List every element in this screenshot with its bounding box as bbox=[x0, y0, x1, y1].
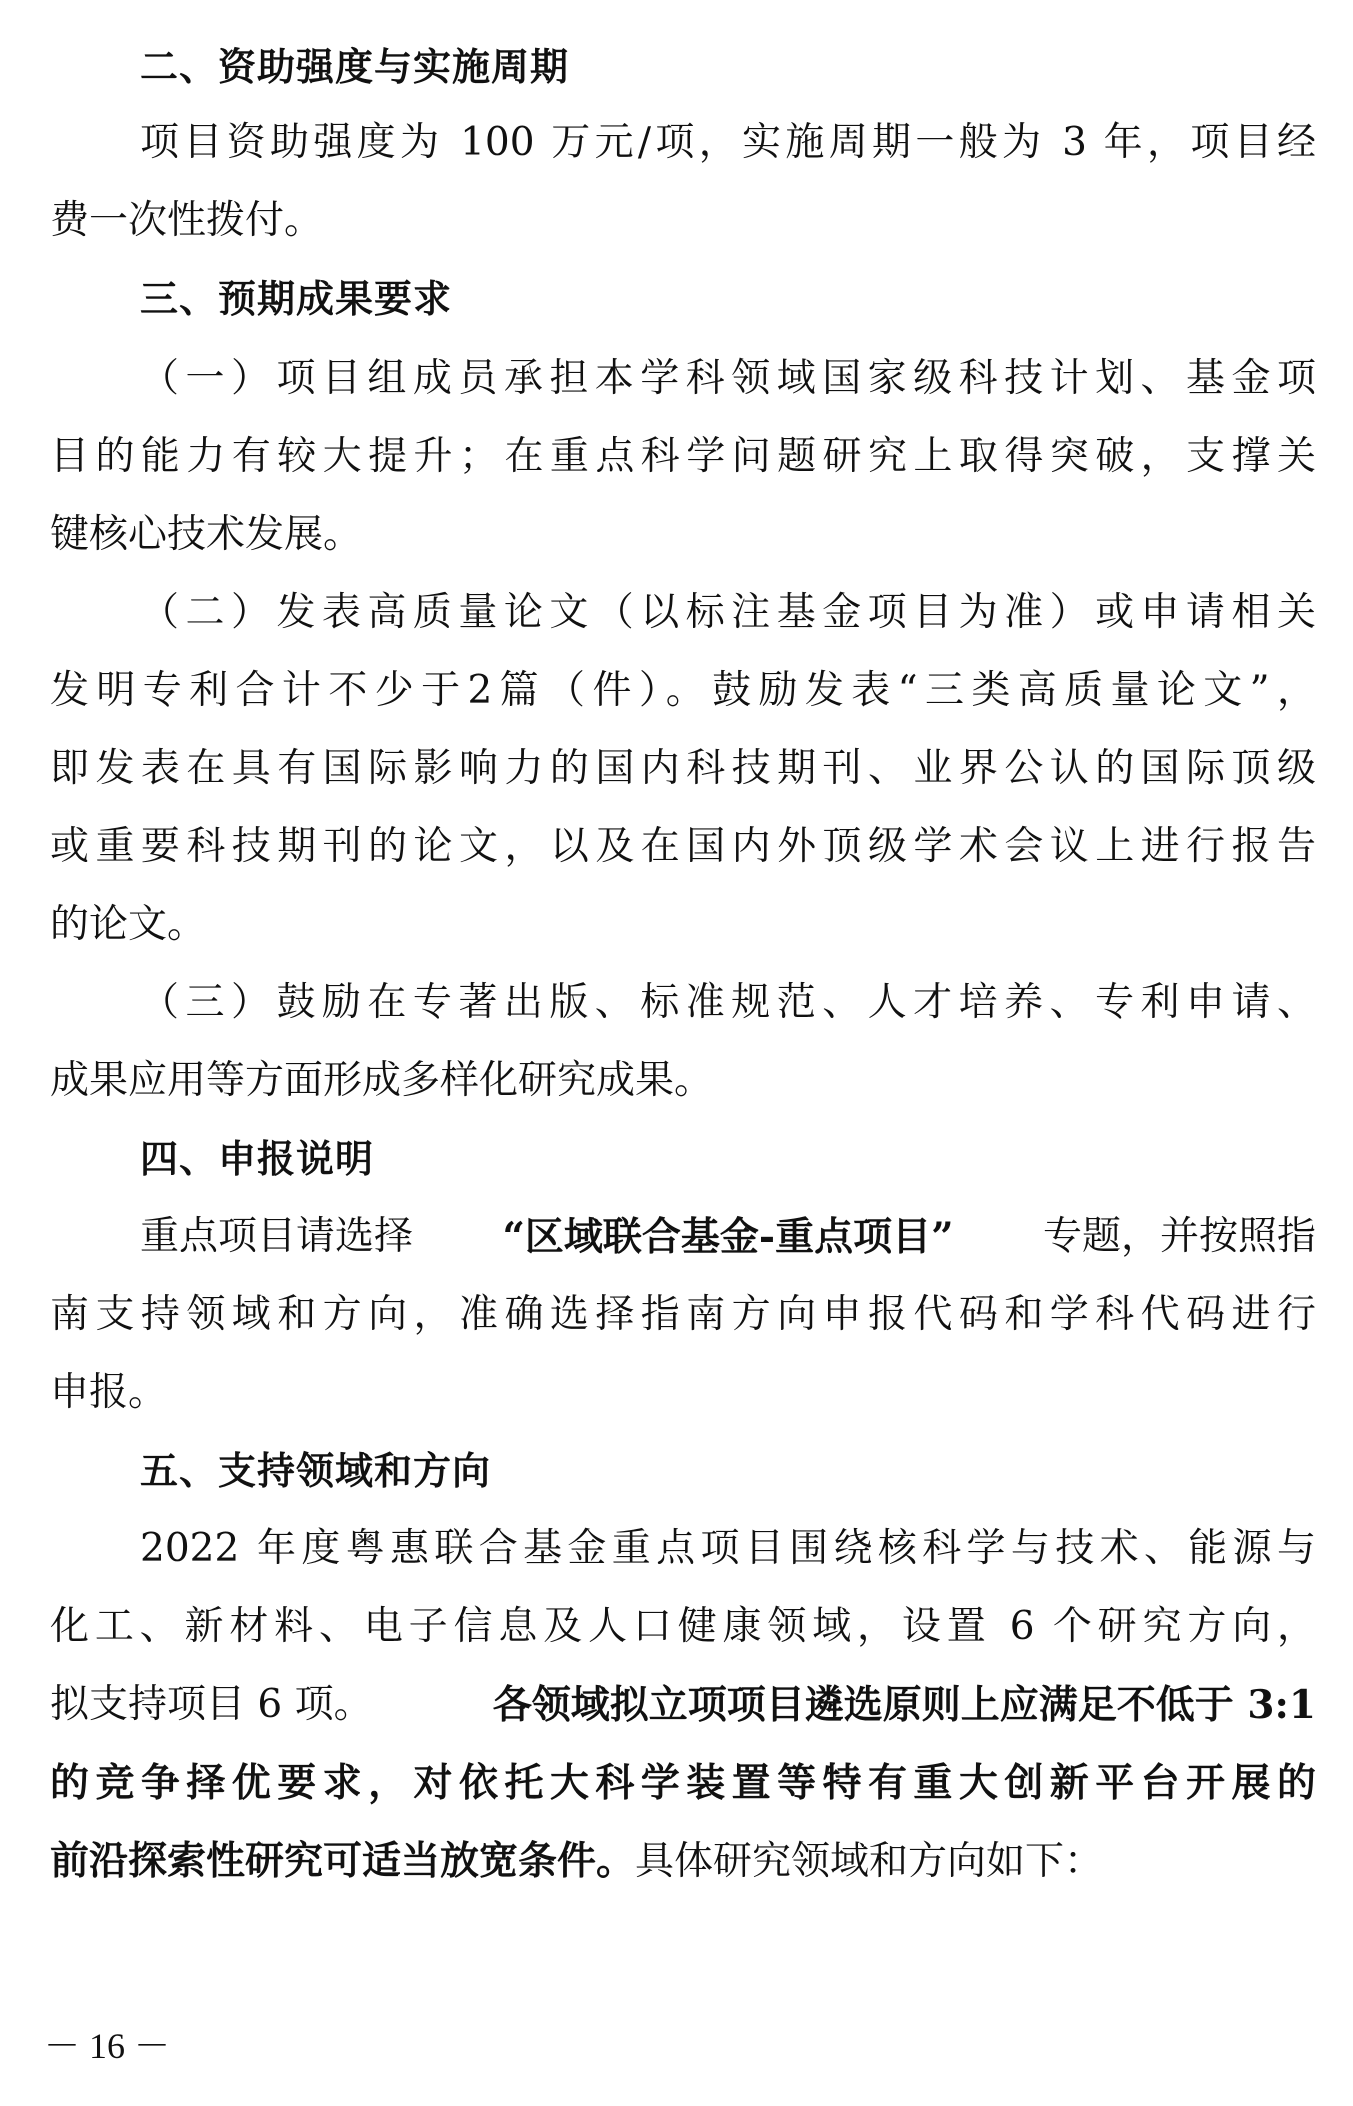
paragraph-support-line-2: 化工、新材料、电子信息及人口健康领域，设置 6 个研究方向， bbox=[50, 1604, 1316, 1649]
paragraph-support-line-4: 的竞争择优要求，对依托大科学装置等特有重大创新平台开展的 bbox=[50, 1760, 1316, 1806]
section-heading-funding: 二、资助强度与实施周期 bbox=[140, 45, 570, 89]
support-text-lead: 拟支持项目 6 项。 bbox=[50, 1682, 373, 1727]
paragraph-outcome-2-line-1: （二）发表高质量论文（以标注基金项目为准）或申请相关 bbox=[140, 590, 1316, 635]
paragraph-funding-line-1: 项目资助强度为 100 万元/项，实施周期一般为 3 年，项目经 bbox=[140, 120, 1316, 165]
section-heading-application-notes: 四、申报说明 bbox=[140, 1137, 375, 1181]
paragraph-outcome-1-line-1: （一）项目组成员承担本学科领域国家级科技计划、基金项 bbox=[140, 356, 1316, 401]
application-text-trail: 专题，并按照指 bbox=[1042, 1214, 1316, 1259]
paragraph-outcome-1-line-2: 目的能力有较大提升；在重点科学问题研究上取得突破，支撑关 bbox=[50, 434, 1316, 479]
support-emphasis-end: 前沿探索性研究可适当放宽条件。 bbox=[50, 1838, 636, 1884]
paragraph-outcome-2-line-3: 即发表在具有国际影响力的国内科技期刊、业界公认的国际顶级 bbox=[50, 746, 1316, 791]
support-text-trail: 具体研究领域和方向如下： bbox=[635, 1839, 1104, 1884]
paragraph-application-line-1 bbox=[140, 1212, 1316, 1262]
paragraph-funding-line-2: 费一次性拨付。 bbox=[50, 198, 324, 243]
paragraph-outcome-2-line-4: 或重要科技期刊的论文，以及在国内外顶级学术会议上进行报告 bbox=[50, 824, 1316, 869]
support-emphasis-start: 各领域拟立项项目遴选原则上应满足不低于 3:1 bbox=[492, 1682, 1316, 1728]
section-heading-expected-outcomes: 三、预期成果要求 bbox=[140, 277, 453, 321]
paragraph-outcome-3-line-2: 成果应用等方面形成多样化研究成果。 bbox=[50, 1058, 714, 1103]
paragraph-application-line-2: 南支持领域和方向，准确选择指南方向申报代码和学科代码进行 bbox=[50, 1292, 1316, 1337]
paragraph-support-line-3 bbox=[50, 1680, 1316, 1730]
paragraph-support-line-5 bbox=[50, 1836, 1103, 1887]
page-number: － 16 － bbox=[44, 2026, 171, 2066]
paragraph-outcome-2-line-2: 发明专利合计不少于2篇（件）。鼓励发表“三类高质量论文”， bbox=[50, 668, 1316, 713]
section-heading-support-areas: 五、支持领域和方向 bbox=[140, 1449, 492, 1493]
application-text-lead: 重点项目请选择 bbox=[140, 1214, 414, 1259]
application-topic-highlight: “区域联合基金-重点项目” bbox=[502, 1214, 954, 1260]
paragraph-outcome-1-line-3: 键核心技术发展。 bbox=[50, 512, 363, 557]
paragraph-application-line-3: 申报。 bbox=[50, 1370, 168, 1415]
paragraph-outcome-3-line-1: （三）鼓励在专著出版、标准规范、人才培养、专利申请、 bbox=[140, 980, 1316, 1025]
paragraph-support-line-1: 2022 年度粤惠联合基金重点项目围绕核科学与技术、能源与 bbox=[140, 1526, 1316, 1571]
paragraph-outcome-2-line-5: 的论文。 bbox=[50, 902, 207, 947]
